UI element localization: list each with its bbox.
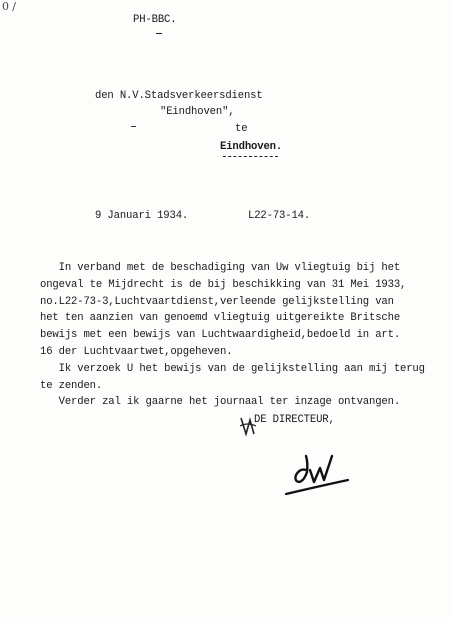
body-line: Verder zal ik gaarne het journaal ter inzage ontvangen. xyxy=(40,396,401,409)
letter-date: 9 Januari 1934. xyxy=(95,210,189,222)
body-line: 16 der Luchtvaartwet,opgeheven. xyxy=(40,345,233,358)
address-line-1: den N.V.Stadsverkeersdienst xyxy=(95,90,263,102)
body-line: no.L22-73-3,Luchtvaartdienst,verleende gelijkstelling van xyxy=(40,295,394,308)
body-line: ongeval te Mijdrecht is de bij beschikking van 31 Mei 1933, xyxy=(40,278,407,291)
letter-body xyxy=(40,260,425,411)
address-city: Eindhoven. xyxy=(220,141,283,153)
address-dash-mark xyxy=(131,126,136,127)
signatory-title: DE DIRECTEUR, xyxy=(254,414,335,426)
dash-mark xyxy=(156,33,162,34)
address-line-2: "Eindhoven", xyxy=(160,106,235,118)
body-line: In verband met de beschadiging van Uw vliegtuig bij het xyxy=(40,262,401,274)
city-underline xyxy=(223,156,278,157)
letter-number: L22-73-14. xyxy=(248,210,311,222)
address-line-3: te xyxy=(235,123,248,135)
corner-mark: 0 / xyxy=(2,0,16,13)
body-line: het ten aanzien van genoemd vliegtuig uitgereikte Britsche xyxy=(40,312,401,325)
body-line: te zenden. xyxy=(40,379,103,392)
body-line: bewijs met een bewijs van Luchtwaardigheid,bedoeld in art. xyxy=(40,329,401,342)
reference-code: PH-BBC. xyxy=(133,14,177,26)
handwritten-signature xyxy=(284,450,364,500)
body-line: Ik verzoek U het bewijs van de gelijkstelling aan mij terug xyxy=(40,362,425,375)
